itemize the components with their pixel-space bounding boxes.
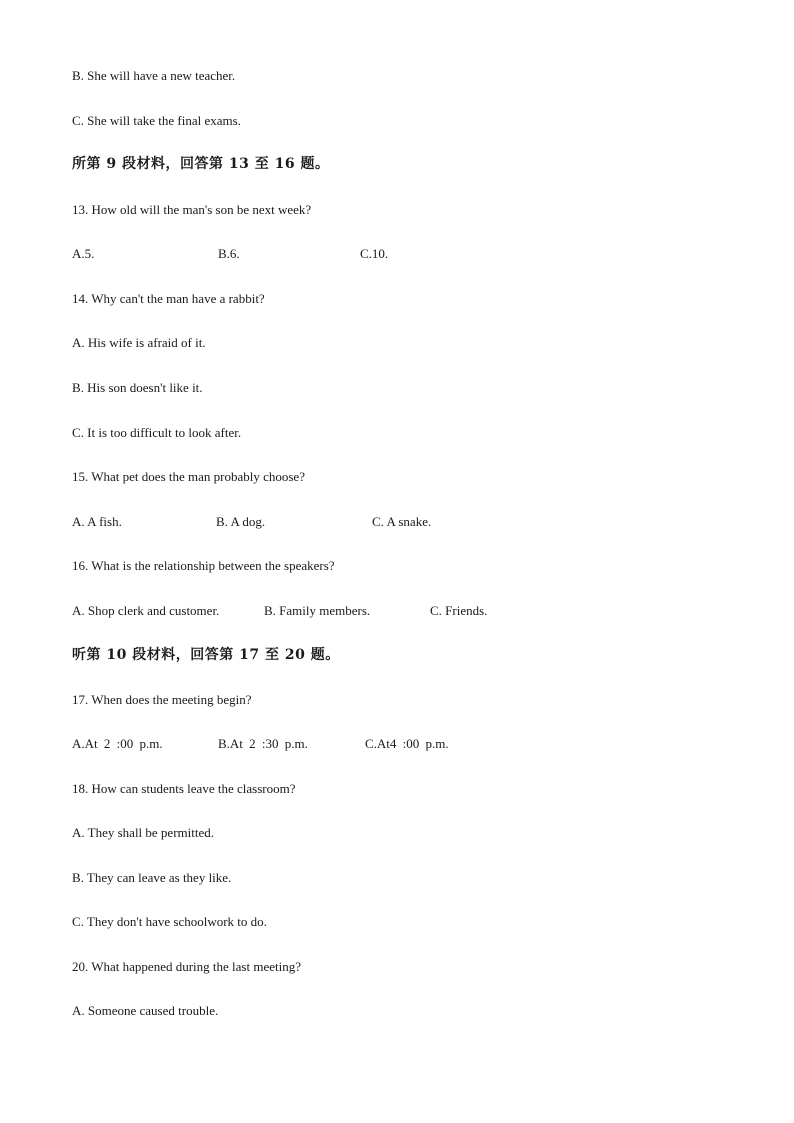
question-15: 15. What pet does the man probably choose? bbox=[72, 469, 305, 484]
q18-option-c: C. They don't have schoolwork to do. bbox=[72, 914, 267, 929]
q17-option-b: B.At 2 :30 p.m. bbox=[218, 736, 308, 751]
question-13: 13. How old will the man's son be next week? bbox=[72, 202, 312, 217]
question-20: 20. What happened during the last meeting? bbox=[72, 959, 301, 974]
question-18: 18. How can students leave the classroom? bbox=[72, 781, 296, 796]
q17-option-a: A.At 2 :00 p.m. bbox=[72, 736, 163, 751]
question-14: 14. Why can't the man have a rabbit? bbox=[72, 291, 265, 306]
q20-option-a: A. Someone caused trouble. bbox=[72, 1003, 219, 1018]
q15-option-b: B. A dog. bbox=[216, 514, 266, 529]
q14-option-c: C. It is too difficult to look after. bbox=[72, 425, 242, 440]
question-17: 17. When does the meeting begin? bbox=[72, 692, 252, 707]
question-16: 16. What is the relationship between the speakers? bbox=[72, 558, 335, 573]
q13-option-b: B.6. bbox=[218, 246, 240, 261]
q17-option-c: C.At4 :00 p.m. bbox=[365, 736, 449, 751]
q16-option-b: B. Family members. bbox=[264, 603, 371, 618]
q13-option-a: A.5. bbox=[72, 246, 95, 261]
q12-option-c: C. She will take the final exams. bbox=[72, 113, 241, 128]
section-heading-10: 听第 10 段材料，回答第 17 至 20 题。 bbox=[72, 647, 340, 663]
section-heading-9: 所第 9 段材料，回答第 13 至 16 题。 bbox=[72, 156, 330, 172]
q15-option-a: A. A fish. bbox=[72, 514, 122, 529]
q16-option-c: C. Friends. bbox=[430, 603, 488, 618]
q16-option-a: A. Shop clerk and customer. bbox=[72, 603, 220, 618]
q15-option-c: C. A snake. bbox=[372, 514, 432, 529]
q14-option-a: A. His wife is afraid of it. bbox=[72, 335, 206, 350]
q13-option-c: C.10. bbox=[360, 246, 389, 261]
q18-option-b: B. They can leave as they like. bbox=[72, 870, 232, 885]
q18-option-a: A. They shall be permitted. bbox=[72, 825, 215, 840]
q12-option-b: B. She will have a new teacher. bbox=[72, 68, 236, 83]
q14-option-b: B. His son doesn't like it. bbox=[72, 380, 203, 395]
